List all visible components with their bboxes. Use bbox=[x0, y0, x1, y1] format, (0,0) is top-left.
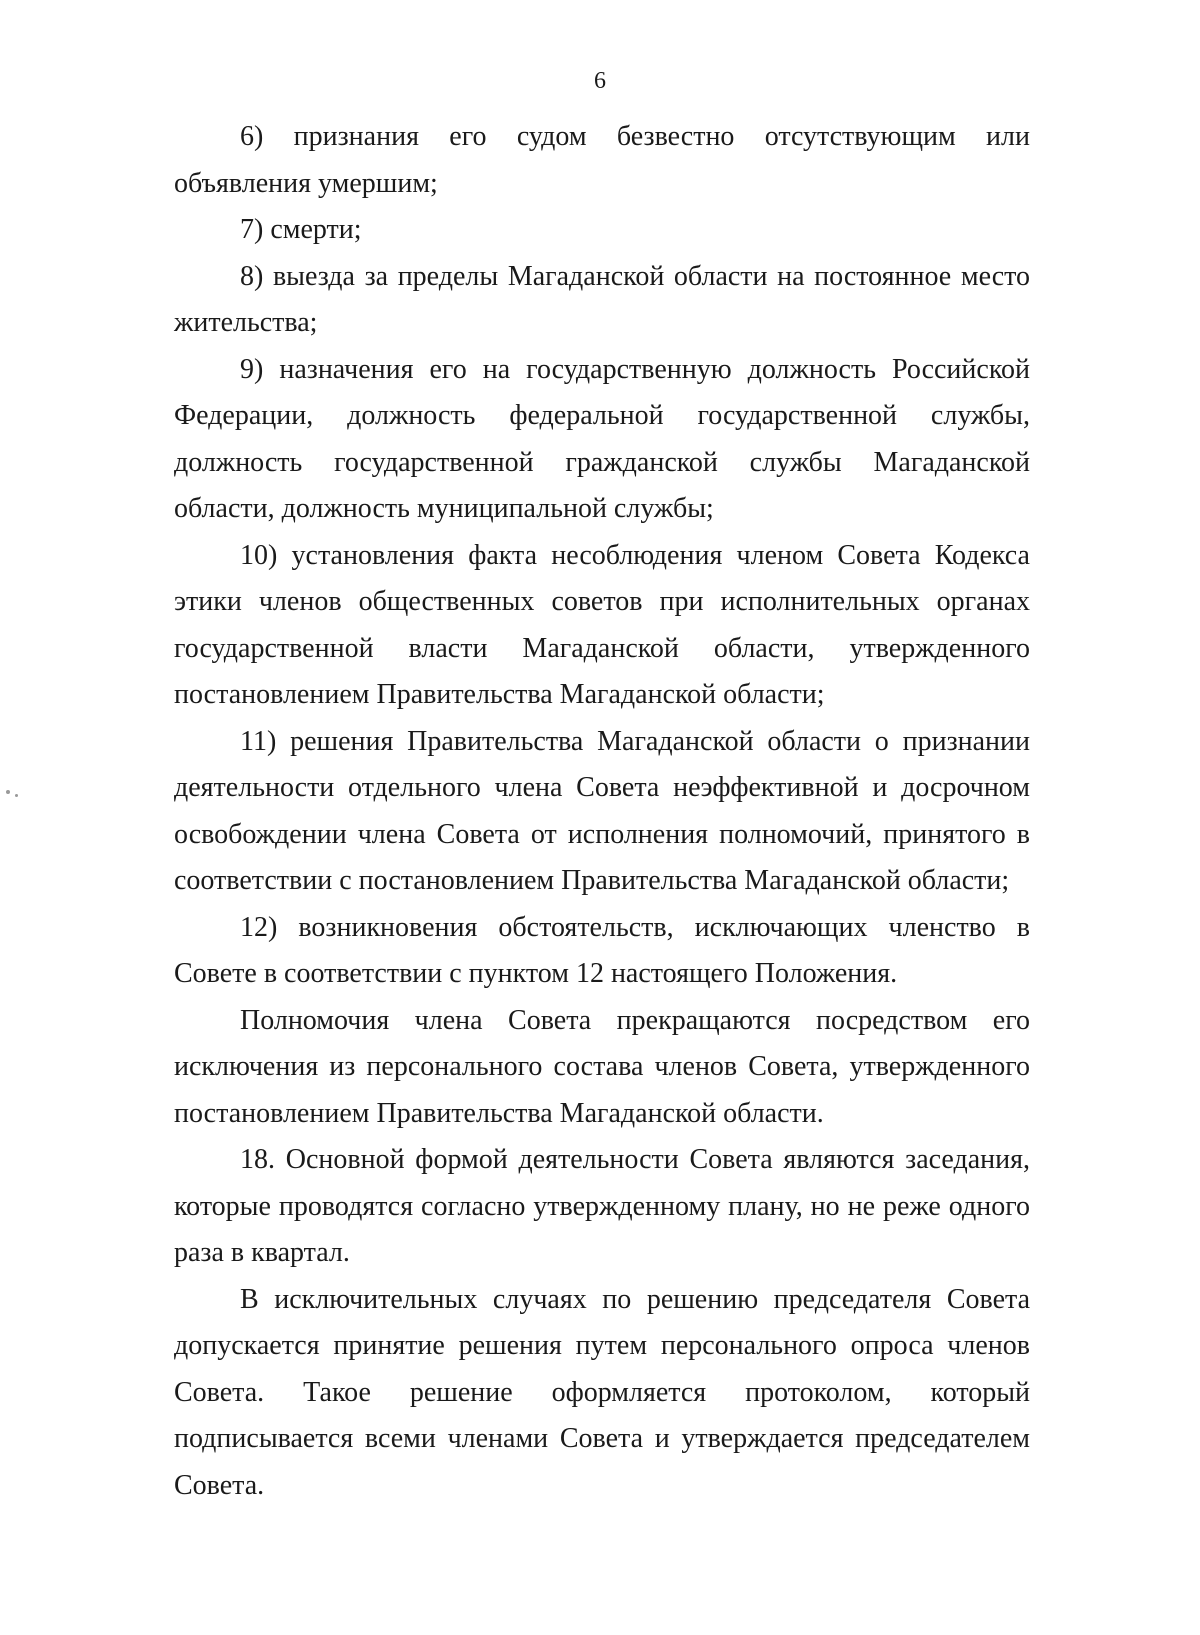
page-number: 6 bbox=[594, 68, 606, 94]
paragraph-item-12: 12) возникновения обстоятельств, исключающих членство в Совете в соответствии с пунктом 12 настоящего Положения. bbox=[174, 911, 1030, 989]
scan-artifact-dot bbox=[6, 790, 10, 794]
paragraph-item-7: 7) смерти; bbox=[240, 214, 362, 245]
paragraph-exceptional-cases: В исключительных случаях по решению председателя Совета допускается принятие решения путем персонального опроса членов Совета. Такое решение оформляется протоколом, который подписывается всеми членами Совета и утверждается председателем Совета. bbox=[174, 1283, 1030, 1501]
document-body bbox=[174, 114, 1030, 1509]
paragraph-item-8: 8) выезда за пределы Магаданской области на постоянное место жительства; bbox=[174, 260, 1030, 338]
paragraph-clause-18: 18. Основной формой деятельности Совета являются заседания, которые проводятся согласно утвержденному плану, но не реже одного раза в квартал. bbox=[174, 1144, 1030, 1268]
paragraph-item-9: 9) назначения его на государственную должность Российской Федерации, должность федеральной государственной службы, должность государственной гражданской службы Магаданской области, должность муниципальной службы; bbox=[174, 353, 1030, 524]
paragraph-item-6: 6) признания его судом безвестно отсутствующим или объявления умершим; bbox=[174, 121, 1030, 199]
paragraph-item-10: 10) установления факта несоблюдения членом Совета Кодекса этики членов общественных советов при исполнительных органах государственной власти Магаданской области, утвержденного постановлением Правительства Магаданской области; bbox=[174, 539, 1030, 710]
scan-artifact-dot bbox=[15, 794, 18, 797]
paragraph-item-11: 11) решения Правительства Магаданской области о признании деятельности отдельного члена Совета неэффективной и досрочном освобождении члена Совета от исполнения полномочий, принятого в соответствии с постановлением Правительства Магаданской области; bbox=[174, 725, 1030, 896]
paragraph-termination-note: Полномочия члена Совета прекращаются посредством его исключения из персонального состава членов Совета, утвержденного постановлением Правительства Магаданской области. bbox=[174, 1004, 1030, 1129]
